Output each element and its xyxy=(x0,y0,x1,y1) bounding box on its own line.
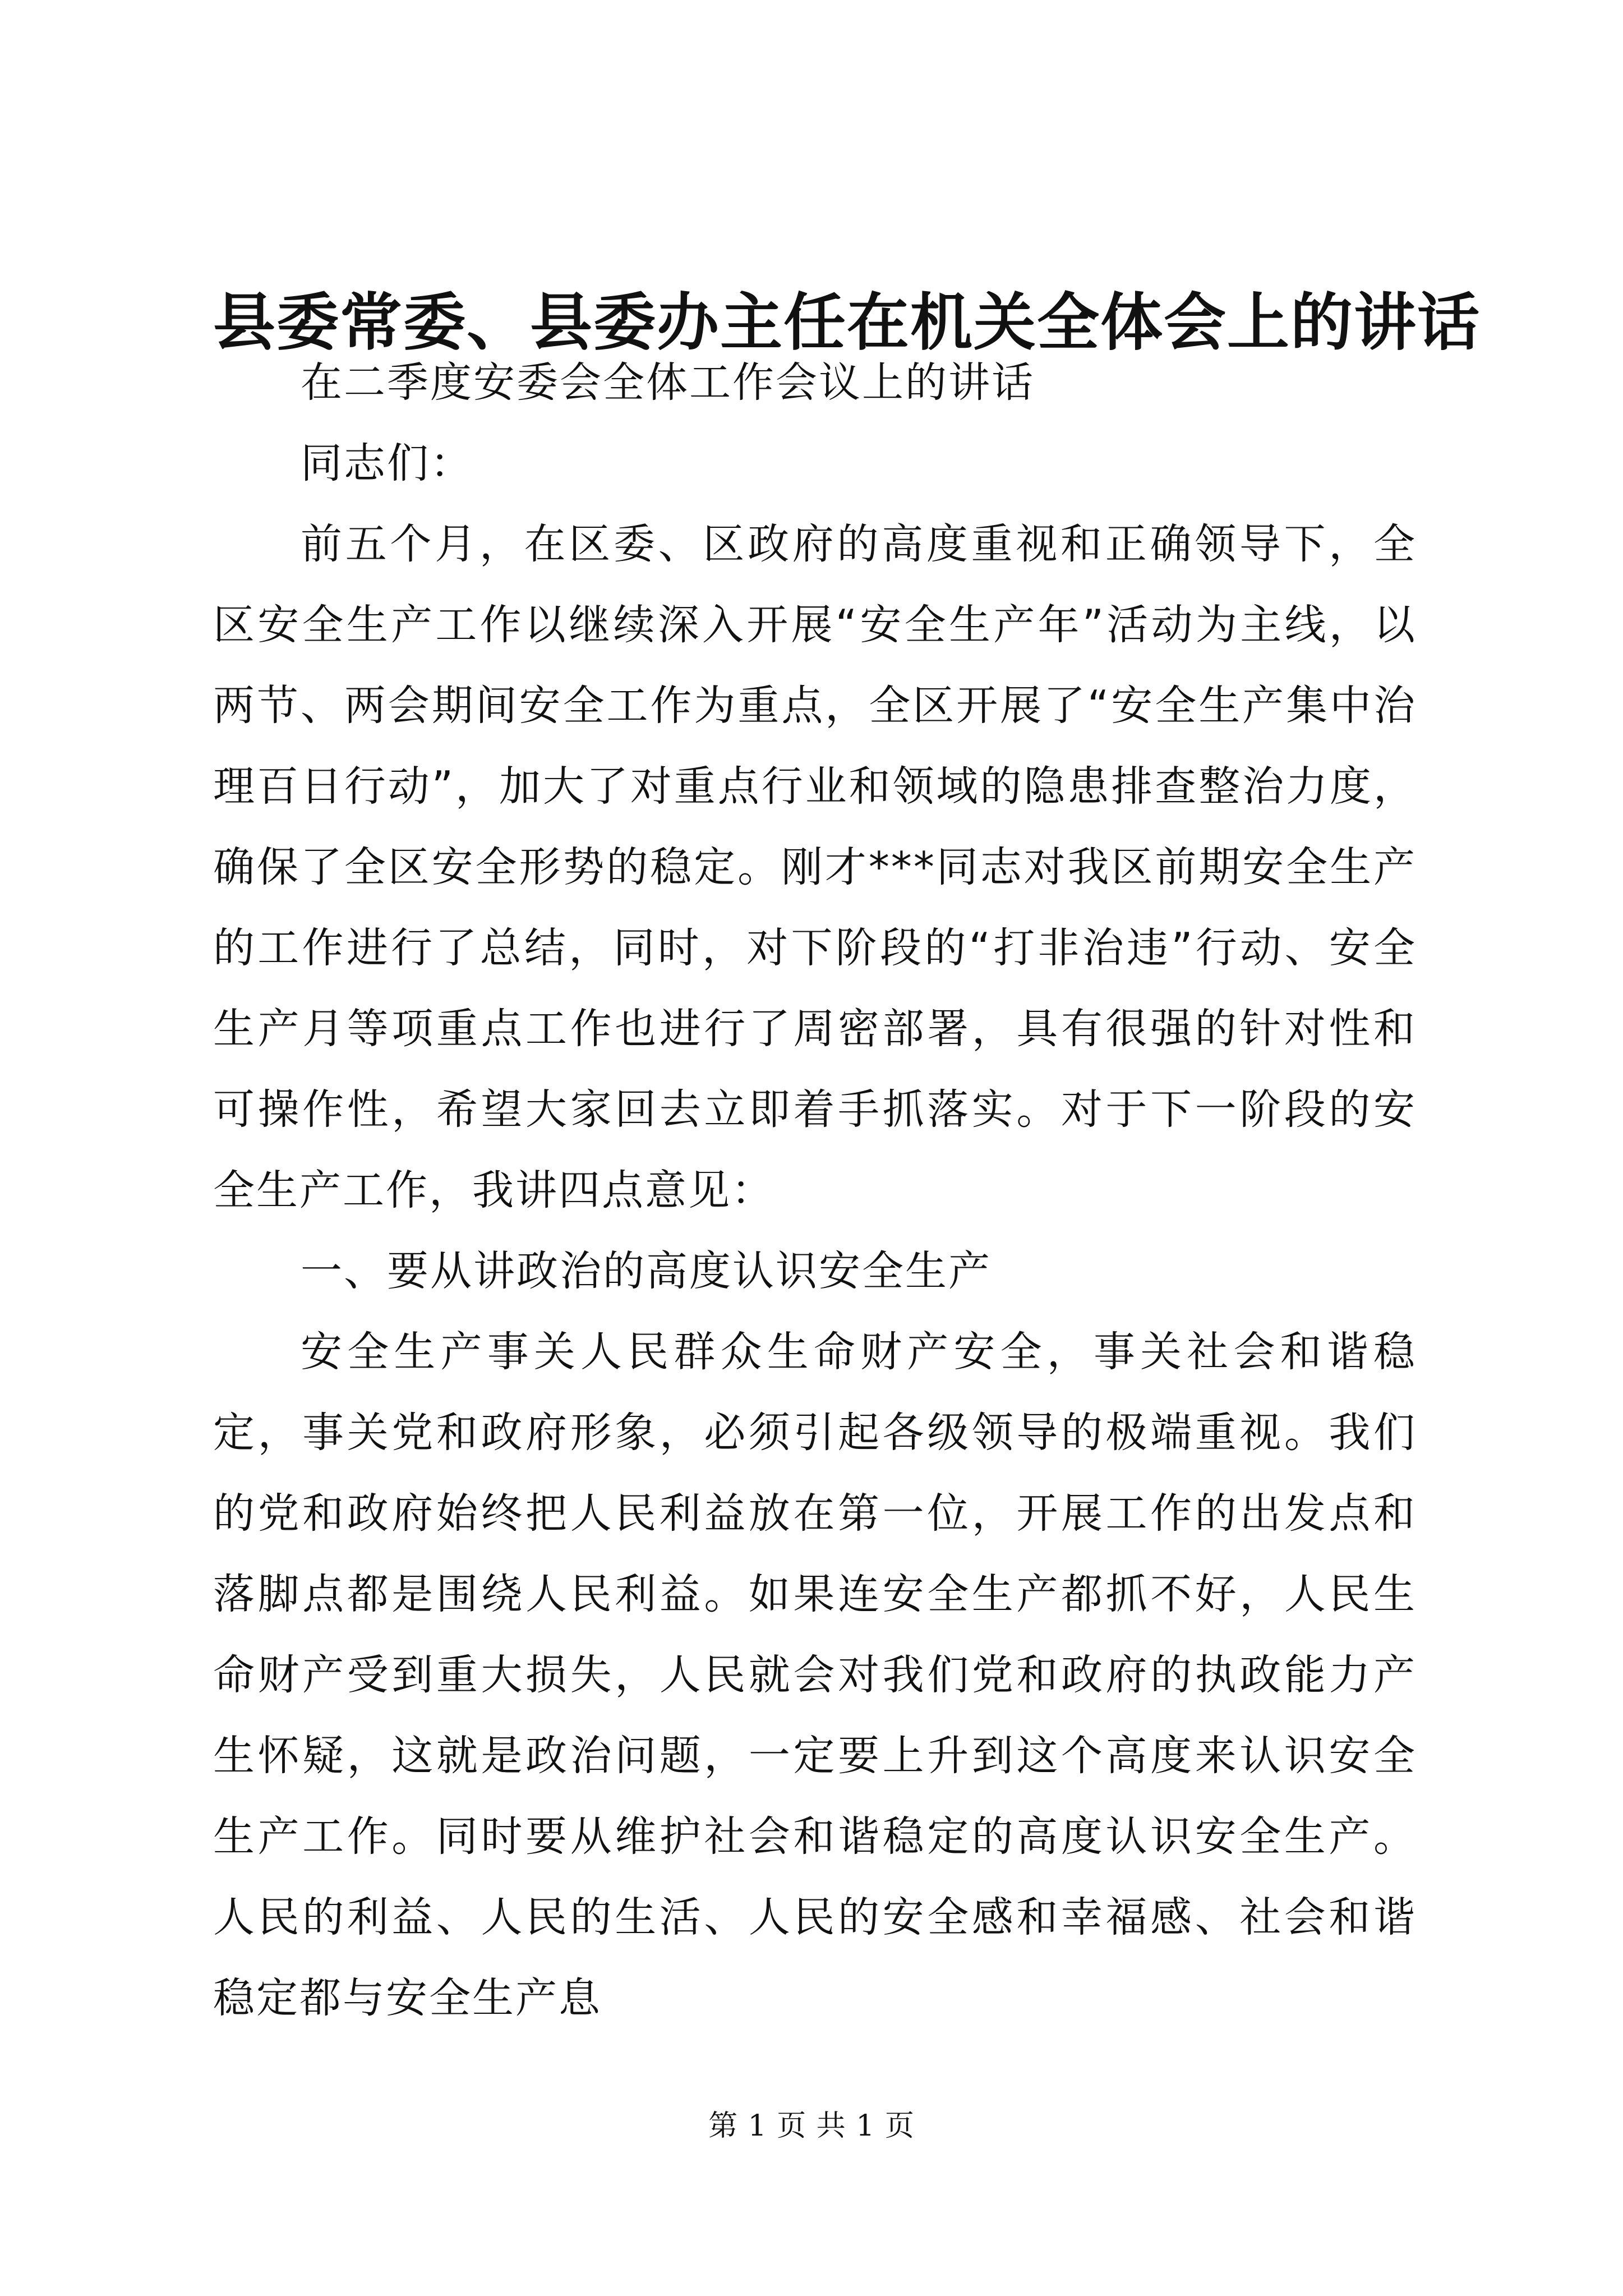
page-footer: 第 1 页 共 1 页 xyxy=(708,2109,915,2143)
body-paragraph: 前五个月，在区委、区政府的高度重视和正确领导下，全区安全生产工作以继续深入开展“安全生产年”活动为主线，以两节、两会期间安全工作为重点，全区开展了“安全生产集中治理百日行动”，加大了对重点行业和领域的隐患排查整治力度，确保了全区安全形势的稳定。刚才***同志对我区前期安全生产的工作进行了总结，同时，对下阶段的“打非治违”行动、安全生产月等项重点工作也进行了周密部署，具有很强的针对性和可操作性，希望大家回去立即着手抓落实。对于下一阶段的安全生产工作，我讲四点意见： xyxy=(213,520,1417,1214)
body-paragraph: 安全生产事关人民群众生命财产安全，事关社会和谐稳定，事关党和政府形象，必须引起各级领导的极端重视。我们的党和政府始终把人民利益放在第一位，开展工作的出发点和落脚点都是围绕人民利益。如果连安全生产都抓不好，人民生命财产受到重大损失，人民就会对我们党和政府的执政能力产生怀疑，这就是政治问题，一定要上升到这个高度来认识安全生产工作。同时要从维护社会和谐稳定的高度认识安全生产。人民的利益、人民的生活、人民的安全感和幸福感、社会和谐稳定都与安全生产息 xyxy=(213,1328,1417,2022)
document-title: 县委常委、县委办主任在机关全体会上的讲话 xyxy=(213,286,1481,359)
document-body xyxy=(213,342,1417,2039)
salutation-paragraph: 同志们： xyxy=(301,439,473,487)
subtitle-paragraph: 在二季度安委会全体工作会议上的讲话 xyxy=(301,358,1035,407)
section-heading: 一、要从讲政治的高度认识安全生产 xyxy=(301,1247,992,1295)
